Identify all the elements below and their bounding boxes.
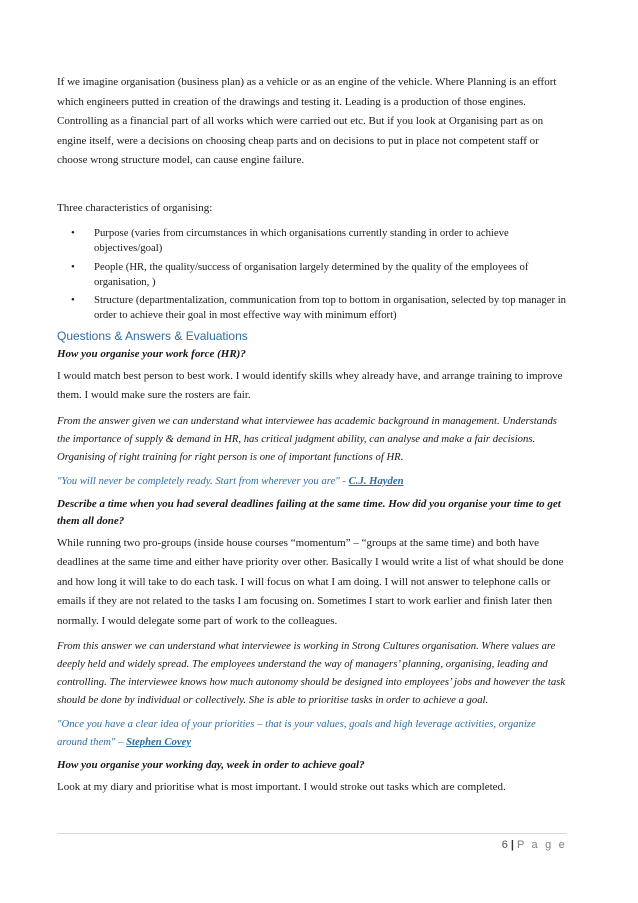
section-heading: Questions & Answers & Evaluations <box>57 328 248 343</box>
bullet-icon: • <box>71 260 75 273</box>
answer-paragraph: While running two pro-groups (inside house courses “momentum” – “groups at the same time) and both have deadlines at the same time and either have priority over other. Basically I would write a list of what should be done and how long it will take to do each task. I will focus on what I am doing. I will not answer to telephone calls or emails if they are not related to the tasks I am focusing on. Sometimes I start to work earlier and finish later then normally. I would delegate some part of work to the colleagues. <box>57 536 564 627</box>
intro-paragraph: If we imagine organisation (business plan) as a vehicle or as an engine of the vehicle. Where Planning is an effort which engineers putted in creation of the drawings and testing it. Leading is a production of those engines. Controlling as a financial part of all works which were carried out etc. But if you look at Organising part as on engine itself, were a decisions on choosing cheap parts and on decisions to put in place not competent staff or choose wrong structure model, can cause engine failure. <box>57 76 557 166</box>
question-heading: Describe a time when you had several deadlines failing at the same time. How did you organise your time to get them all done? <box>57 497 561 527</box>
analysis-paragraph: From this answer we can understand what interviewee is working in Strong Cultures organisation. Where values are deeply held and widely spread. The employees understand the way of managers’ planning, organising, leading and controlling. The interviewee knows how much autonomy should be designed into employees’ jobs and however the task should be done by individual or collectively. She is able to prioritise tasks in order to achieve a goal. <box>57 640 566 707</box>
document-page <box>57 73 567 804</box>
list-item-text: Structure (departmentalization, communication from top to bottom in organisation, selected by top manager in order to achieve their goal in most effective way with minimum effort) <box>94 294 567 322</box>
page-footer <box>502 839 567 851</box>
footer-divider <box>57 833 567 834</box>
quote-author-link[interactable]: Stephen Covey <box>126 736 192 749</box>
question-heading: How you organise your work force (HR)? <box>57 347 246 360</box>
answer-paragraph: I would match best person to best work. I would identify skills whey already have, and arrange training to improve them. I would make sure the rosters are fair. <box>57 369 563 402</box>
list-item <box>57 293 567 324</box>
list-item-text: People (HR, the quality/success of organisation largely determined by the quality of the employees of organisation, ) <box>94 260 529 288</box>
bullet-icon: • <box>71 227 75 239</box>
quote <box>57 472 567 490</box>
answer-paragraph: Look at my diary and prioritise what is most important. I would stroke out tasks which are completed. <box>57 781 506 794</box>
page-number: 6 <box>501 839 508 851</box>
question-heading: How you organise your working day, week in order to achieve goal? <box>57 759 365 772</box>
quote-text: "Once you have a clear idea of your priorities – that is your values, goals and high leverage activities, organize around them" – <box>57 718 536 749</box>
characteristics-list <box>57 226 567 324</box>
list-item <box>57 226 567 257</box>
page-label: P a g e <box>516 839 567 851</box>
list-item <box>57 260 567 291</box>
analysis-paragraph: From the answer given we can understand what interviewee has academic background in management. Understands the importance of supply & demand in HR, has critical judgment ability, can analyse and make a fair decisions. Organising of right training for right person is one of important functions of HR. <box>57 414 557 463</box>
characteristics-heading: Three characteristics of organising: <box>57 201 213 214</box>
quote-text: "You will never be completely ready. Start from wherever you are" - <box>57 474 349 487</box>
footer-separator: | <box>510 839 514 851</box>
quote-author-link[interactable]: C.J. Hayden <box>348 474 404 487</box>
quote <box>57 715 567 751</box>
list-item-text: Purpose (varies from circumstances in which organisations currently standing in order to achieve objectives/goal) <box>94 227 509 255</box>
bullet-icon: • <box>71 294 75 307</box>
